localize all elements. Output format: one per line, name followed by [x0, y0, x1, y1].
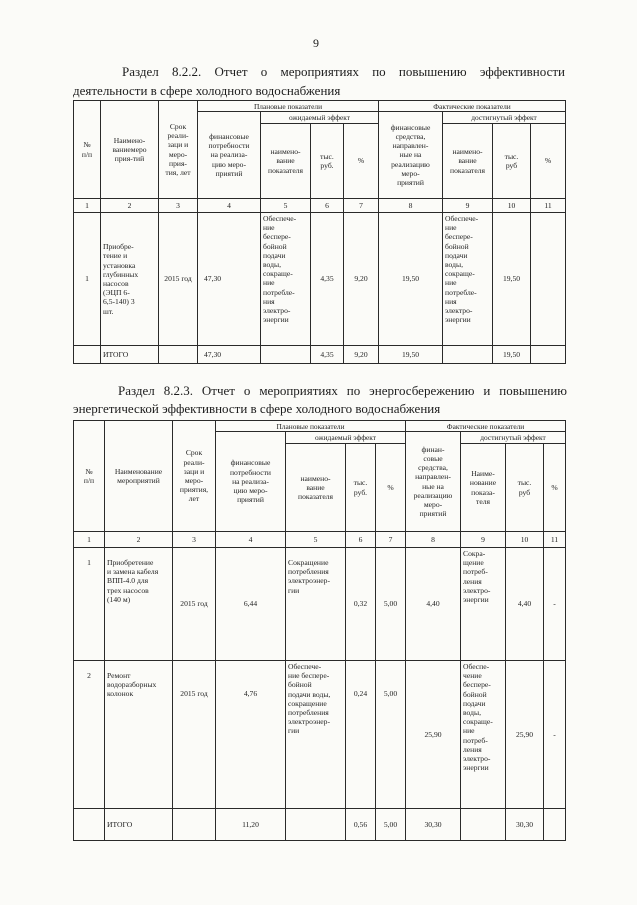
column-number-row [74, 199, 566, 213]
row-achieved-rub: 4,40 [506, 548, 544, 661]
section-2-heading-line-1: Раздел 8.2.3. Отчет о мероприятиях по энергосбережению и повышению [118, 383, 567, 398]
row-expected-rub: 4,35 [311, 213, 344, 346]
row-achieved-percent: - [544, 661, 566, 809]
column-number: 1 [74, 199, 101, 213]
section-2-heading-line-2: энергетической эффективности в сфере холодного водоснабжения [73, 401, 441, 416]
column-number: 11 [544, 532, 566, 548]
header-expected-group: ожидаемый эффект [261, 112, 379, 124]
total-empty [286, 809, 346, 841]
row-name: Приобретение и замена кабеля ВПП-4.0 для трех насосов (140 м) [105, 548, 173, 661]
row-achieved-indicator: Сокра- щение потреб- ления электро- энергии [461, 548, 506, 661]
total-empty [173, 809, 216, 841]
row-actual-finance: 4,40 [406, 548, 461, 661]
column-number: 9 [461, 532, 506, 548]
column-number: 3 [159, 199, 198, 213]
row-actual-finance: 25,90 [406, 661, 461, 809]
total-label: ИТОГО [101, 346, 159, 364]
header-expected-rub: тыс. руб. [346, 444, 376, 532]
column-number: 10 [493, 199, 531, 213]
column-number: 4 [198, 199, 261, 213]
header-name: Наимено- ваниемеро прия-тий [101, 101, 159, 199]
total-expected-percent: 5,00 [376, 809, 406, 841]
header-achieved-group: достигнутый эффект [443, 112, 566, 124]
header-term: Срок реали- заци и меро- прия- тия, лет [159, 101, 198, 199]
row-achieved-indicator: Обеспе- чение беспере- бойной подачи воды, сокраще- ние потреб- ления электро- энергии [461, 661, 506, 809]
header-planned-group: Плановые показатели [198, 101, 379, 112]
header-achieved-indicator: наимено- вание показателя [443, 124, 493, 199]
row-achieved-percent [531, 213, 566, 346]
total-planned-finance: 11,20 [216, 809, 286, 841]
total-row [74, 346, 566, 364]
table-row [74, 548, 566, 661]
energy-saving-measures-table [73, 420, 566, 841]
header-expected-percent: % [376, 444, 406, 532]
header-planned-finance: финансовые потребности на реализа- цию меро- приятий [216, 432, 286, 532]
row-term: 2015 год [173, 548, 216, 661]
column-number: 6 [311, 199, 344, 213]
total-expected-rub: 0,56 [346, 809, 376, 841]
column-number: 8 [406, 532, 461, 548]
column-number: 7 [376, 532, 406, 548]
header-expected-indicator: наимено- вание показателя [286, 444, 346, 532]
row-planned-finance: 6,44 [216, 548, 286, 661]
row-expected-rub: 0,32 [346, 548, 376, 661]
total-empty [159, 346, 198, 364]
row-name: Ремонт водоразборных колонок [105, 661, 173, 809]
header-actual-finance: финансовые средства, направлен- ные на реализацию меро- приятий [379, 112, 443, 199]
column-number: 1 [74, 532, 105, 548]
total-actual-finance: 19,50 [379, 346, 443, 364]
header-achieved-rub: тыс. руб [493, 124, 531, 199]
row-achieved-percent: - [544, 548, 566, 661]
total-achieved-rub: 30,30 [506, 809, 544, 841]
table-row [74, 661, 566, 809]
row-actual-finance: 19,50 [379, 213, 443, 346]
total-empty [261, 346, 311, 364]
column-number: 5 [261, 199, 311, 213]
row-expected-percent: 9,20 [344, 213, 379, 346]
total-planned-finance: 47,30 [198, 346, 261, 364]
row-num: 2 [74, 661, 105, 809]
header-name: Наименование мероприятий [105, 421, 173, 532]
row-term: 2015 год [173, 661, 216, 809]
row-achieved-indicator: Обеспече- ние беспере- бойной подачи воды, сокраще- ние потребле- ния электро- энергии [443, 213, 493, 346]
header-actual-finance: финан- совые средства, направлен- ные на реализацию меро- приятий [406, 432, 461, 532]
row-term: 2015 год [159, 213, 198, 346]
total-empty [74, 809, 105, 841]
table-row [74, 213, 566, 346]
column-number: 6 [346, 532, 376, 548]
total-empty [531, 346, 566, 364]
header-expected-percent: % [344, 124, 379, 199]
row-planned-finance: 47,30 [198, 213, 261, 346]
header-expected-indicator: наимено- вание показателя [261, 124, 311, 199]
page-number: 9 [313, 36, 319, 50]
section-1-heading-line-2: деятельности в сфере холодного водоснабжения [73, 83, 341, 98]
column-number: 11 [531, 199, 566, 213]
column-number: 7 [344, 199, 379, 213]
header-num: № п/п [74, 421, 105, 532]
efficiency-measures-table [73, 100, 566, 364]
total-achieved-rub: 19,50 [493, 346, 531, 364]
header-achieved-indicator: Наиме- нование показа- теля [461, 444, 506, 532]
total-label: ИТОГО [105, 809, 173, 841]
header-achieved-percent: % [531, 124, 566, 199]
header-achieved-group: достигнутый эффект [461, 432, 566, 444]
header-planned-group: Плановые показатели [216, 421, 406, 432]
total-expected-rub: 4,35 [311, 346, 344, 364]
header-row-groups [74, 101, 566, 112]
header-actual-group: Фактические показатели [379, 101, 566, 112]
header-num: № п/п [74, 101, 101, 199]
column-number: 2 [101, 199, 159, 213]
row-expected-indicator: Обеспече- ние беспере- бойной подачи воды, сокращение потребления электроэнер- гии [286, 661, 346, 809]
row-achieved-rub: 19,50 [493, 213, 531, 346]
row-planned-finance: 4,76 [216, 661, 286, 809]
row-num: 1 [74, 548, 105, 661]
total-actual-finance: 30,30 [406, 809, 461, 841]
total-empty [74, 346, 101, 364]
column-number: 5 [286, 532, 346, 548]
column-number: 8 [379, 199, 443, 213]
header-planned-finance: финансовые потребности на реализа- цию меро- приятий [198, 112, 261, 199]
column-number: 9 [443, 199, 493, 213]
header-expected-rub: тыс. руб. [311, 124, 344, 199]
header-term: Срок реали- заци и меро- приятия, лет [173, 421, 216, 532]
column-number: 10 [506, 532, 544, 548]
row-expected-rub: 0,24 [346, 661, 376, 809]
header-actual-group: Фактические показатели [406, 421, 566, 432]
column-number: 3 [173, 532, 216, 548]
header-achieved-rub: тыс. руб [506, 444, 544, 532]
column-number-row [74, 532, 566, 548]
row-expected-indicator: Сокращение потребления электроэнер- гии [286, 548, 346, 661]
column-number: 4 [216, 532, 286, 548]
total-empty [443, 346, 493, 364]
header-row-groups [74, 421, 566, 432]
row-expected-percent: 5,00 [376, 661, 406, 809]
row-achieved-rub: 25,90 [506, 661, 544, 809]
row-name: Приобре- тение и установка глубинных насосов (ЭЦП 6- 6,5-140) 3 шт. [101, 213, 159, 346]
column-number: 2 [105, 532, 173, 548]
total-empty [461, 809, 506, 841]
total-row [74, 809, 566, 841]
row-expected-percent: 5,00 [376, 548, 406, 661]
header-achieved-percent: % [544, 444, 566, 532]
section-1-heading-line-1: Раздел 8.2.2. Отчет о мероприятиях по повышению эффективности [122, 64, 565, 79]
row-expected-indicator: Обеспече- ние беспере- бойной подачи воды, сокраще- ние потребле- ния электро- энергии [261, 213, 311, 346]
header-expected-group: ожидаемый эффект [286, 432, 406, 444]
total-empty [544, 809, 566, 841]
row-num: 1 [74, 213, 101, 346]
total-expected-percent: 9,20 [344, 346, 379, 364]
